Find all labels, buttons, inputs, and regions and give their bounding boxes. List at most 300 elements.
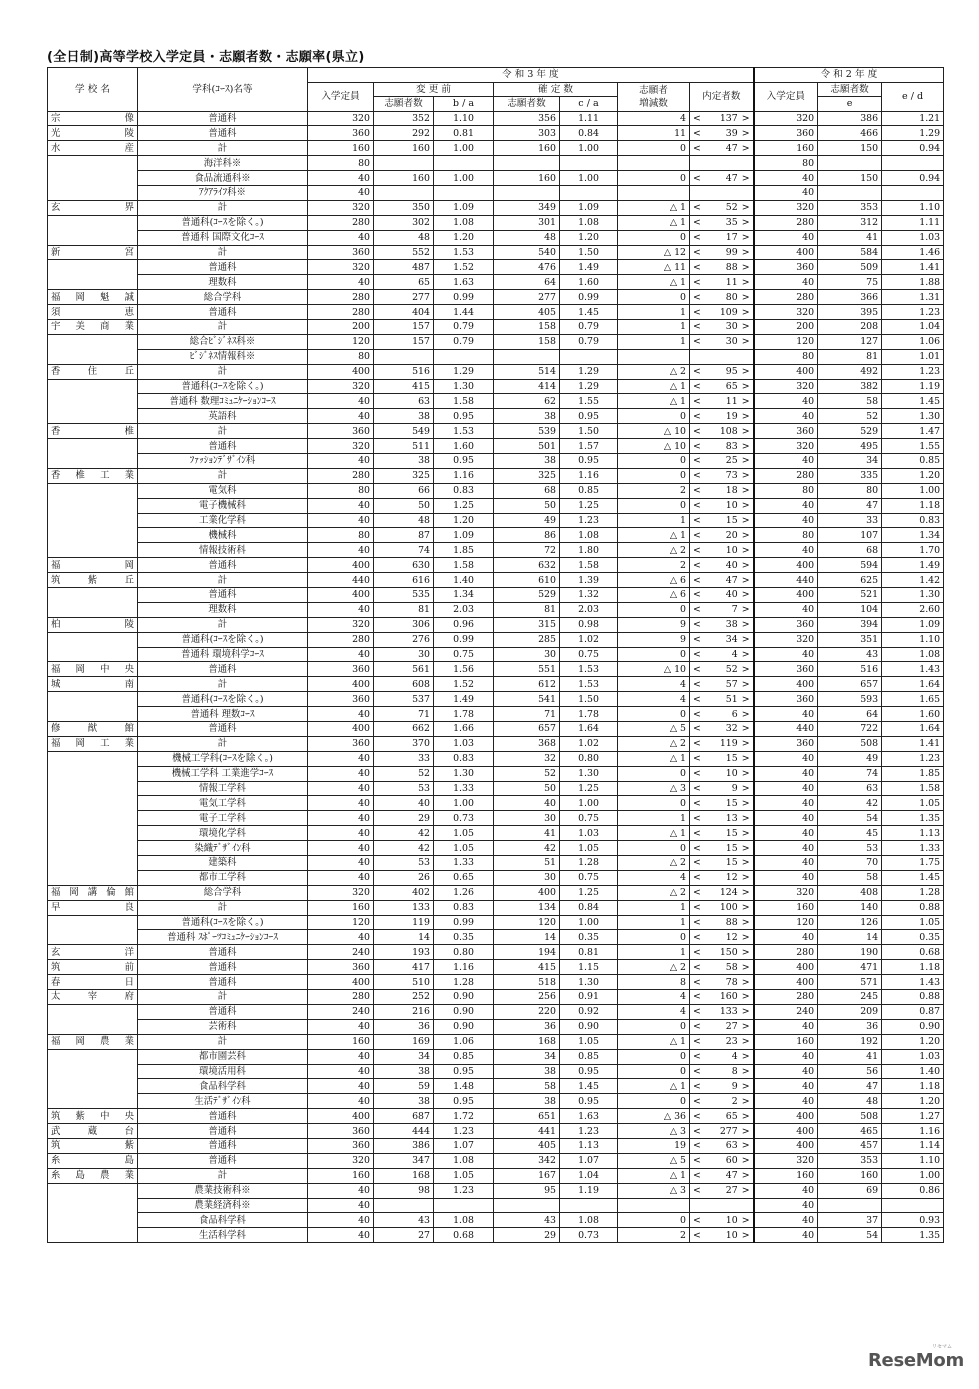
school-name-empty [48,543,138,558]
shigan-r2: 54 [818,811,882,826]
dept-name: 農業技術科※ [138,1183,308,1198]
dept-name: 普通科 環境科学ｺｰｽ [138,647,308,662]
shigan-confirmed: 81 [494,602,560,617]
teiin-r2: 40 [754,707,818,722]
ratio-r2: 1.05 [882,796,944,811]
dept-name: 普通科 [138,305,308,320]
ratio-before: 1.03 [434,736,494,751]
naitei-count [690,945,754,960]
bracket-close: > [741,246,750,258]
school-name-empty [48,171,138,186]
ratio-before [434,156,494,171]
ratio-r2: 2.60 [882,602,944,617]
naitei-value: 10 [725,1229,738,1241]
shigan-change: 1 [618,945,690,960]
table-row [48,483,944,498]
ratio-confirmed: 1.45 [560,1079,618,1094]
teiin: 360 [308,126,374,141]
naitei-value: 40 [725,559,738,571]
shigan-confirmed: 41 [494,826,560,841]
bracket-close: > [741,931,750,943]
ratio-confirmed: 1.49 [560,260,618,275]
ratio-r2: 0.35 [882,930,944,945]
table-row [48,185,944,200]
naitei-count [690,290,754,305]
table-row [48,736,944,751]
shigan-before: 87 [374,528,434,543]
shigan-change: △ 2 [618,856,690,871]
shigan-before: 252 [374,990,434,1005]
school-name: 福岡農業 [48,1034,138,1049]
table-row [48,796,944,811]
shigan-before: 63 [374,394,434,409]
teiin: 40 [308,1228,374,1243]
dept-name: ﾌｧｯｼｮﾝﾃﾞｻﾞｲﾝ科 [138,453,308,468]
school-name-empty [48,588,138,603]
ratio-confirmed: 1.50 [560,692,618,707]
shigan-r2: 56 [818,1064,882,1079]
bracket-open: < [693,514,701,526]
ratio-confirmed: 0.79 [560,319,618,334]
dept-name: 普通科(ｺｰｽを除く。) [138,915,308,930]
shigan-before: 516 [374,364,434,379]
naitei-count [690,900,754,915]
naitei-count [690,662,754,677]
table-row [48,692,944,707]
shigan-change: 0 [618,230,690,245]
naitei-count [690,498,754,513]
ratio-before: 1.08 [434,1213,494,1228]
bracket-close: > [741,172,750,184]
ratio-confirmed: 1.30 [560,766,618,781]
bracket-close: > [741,395,750,407]
naitei-count [690,751,754,766]
bracket-close: > [741,559,750,571]
bracket-close: > [741,634,750,646]
naitei-count [690,722,754,737]
naitei-value: 17 [725,232,738,244]
teiin-r2: 200 [754,319,818,334]
naitei-value: 73 [725,470,738,482]
teiin-r2: 40 [754,1183,818,1198]
naitei-value: 8 [731,1065,738,1077]
naitei-count [690,126,754,141]
shigan-change: △ 2 [618,736,690,751]
naitei-value: 277 [719,1125,738,1137]
ratio-before: 0.79 [434,334,494,349]
table-row [48,245,944,260]
bracket-close: > [741,1140,750,1152]
teiin-r2: 40 [754,453,818,468]
shigan-r2: 34 [818,453,882,468]
shigan-change: 1 [618,915,690,930]
shigan-before: 549 [374,424,434,439]
school-name-empty [48,1019,138,1034]
naitei-value: 99 [725,246,738,258]
bracket-open: < [693,1125,701,1137]
shigan-r2: 140 [818,900,882,915]
bracket-close: > [741,1229,750,1241]
naitei-count [690,334,754,349]
naitei-value: 30 [725,336,738,348]
school-name-empty [48,453,138,468]
ratio-confirmed: 0.95 [560,409,618,424]
table-row [48,766,944,781]
teiin: 80 [308,483,374,498]
ratio-before: 1.29 [434,364,494,379]
shigan-change: 4 [618,1004,690,1019]
shigan-before: 119 [374,915,434,930]
shigan-before: 52 [374,766,434,781]
shigan-before: 40 [374,796,434,811]
dept-name: 普通科(ｺｰｽを除く。) [138,632,308,647]
naitei-value: 65 [725,380,738,392]
shigan-confirmed: 356 [494,111,560,126]
bracket-close: > [741,321,750,333]
bracket-close: > [741,961,750,973]
teiin-r2: 360 [754,424,818,439]
shigan-confirmed: 38 [494,1094,560,1109]
shigan-change: △ 1 [618,1168,690,1183]
shigan-r2: 395 [818,305,882,320]
teiin-r2: 320 [754,1153,818,1168]
shigan-before: 42 [374,826,434,841]
naitei-value: 9 [731,1080,738,1092]
dept-name: 総合ﾋﾞｼﾞﾈｽ科※ [138,334,308,349]
bracket-close: > [741,842,750,854]
teiin: 40 [308,766,374,781]
shigan-confirmed: 120 [494,915,560,930]
shigan-change [618,1198,690,1213]
teiin: 120 [308,915,374,930]
table-row [48,781,944,796]
dept-name: 計 [138,1034,308,1049]
naitei-count [690,394,754,409]
bracket-close: > [741,872,750,884]
naitei-count [690,915,754,930]
ratio-r2: 1.34 [882,528,944,543]
bracket-open: < [693,634,701,646]
ratio-r2: 1.45 [882,870,944,885]
ratio-confirmed: 1.64 [560,722,618,737]
table-row [48,856,944,871]
bracket-close: > [741,514,750,526]
bracket-close: > [741,440,750,452]
teiin: 160 [308,1034,374,1049]
dept-name: 普通科(ｺｰｽを除く。) [138,215,308,230]
naitei-value: 12 [725,931,738,943]
shigan-confirmed: 514 [494,364,560,379]
naitei-count [690,1183,754,1198]
ratio-confirmed: 1.05 [560,1034,618,1049]
school-name: 春日 [48,975,138,990]
ratio-confirmed: 0.81 [560,945,618,960]
bracket-open: < [693,425,701,437]
teiin-r2: 280 [754,290,818,305]
teiin: 320 [308,379,374,394]
ratio-before: 0.99 [434,290,494,305]
shigan-confirmed [494,156,560,171]
shigan-change: 0 [618,841,690,856]
shigan-confirmed [494,349,560,364]
dept-name: 普通科(ｺｰｽを除く。) [138,379,308,394]
bracket-close: > [741,276,750,288]
naitei-count [690,543,754,558]
ratio-before: 0.83 [434,900,494,915]
teiin: 400 [308,975,374,990]
table-row [48,960,944,975]
ratio-r2 [882,156,944,171]
ratio-before: 1.53 [434,424,494,439]
naitei-count [690,766,754,781]
naitei-value: 119 [719,738,738,750]
shigan-r2: 80 [818,483,882,498]
shigan-before [374,156,434,171]
naitei-count [690,215,754,230]
school-name-empty [48,215,138,230]
bracket-close: > [741,1051,750,1063]
school-name: 筑紫中央 [48,1109,138,1124]
resemom-logo: ReseMom [868,1350,964,1371]
bracket-close: > [741,217,750,229]
bracket-open: < [693,1229,701,1241]
teiin-r2: 40 [754,1064,818,1079]
shigan-r2: 104 [818,602,882,617]
bracket-open: < [693,1155,701,1167]
ratio-r2: 1.08 [882,647,944,662]
header-ca: c / a [560,97,618,112]
ratio-confirmed: 1.25 [560,781,618,796]
page-title: (全日制)高等学校入学定員・志願者数・志願率(県立) [47,50,365,65]
shigan-r2: 126 [818,915,882,930]
shigan-before: 552 [374,245,434,260]
ratio-confirmed: 1.08 [560,215,618,230]
teiin-r2: 40 [754,841,818,856]
ratio-r2: 1.45 [882,394,944,409]
shigan-confirmed: 50 [494,498,560,513]
ratio-confirmed: 0.95 [560,453,618,468]
teiin: 400 [308,558,374,573]
header-before: 変 更 前 [374,82,494,97]
ratio-before: 1.00 [434,171,494,186]
shigan-r2: 571 [818,975,882,990]
ratio-confirmed: 1.39 [560,573,618,588]
ratio-confirmed: 0.92 [560,1004,618,1019]
bracket-close: > [741,976,750,988]
school-name-empty [48,1079,138,1094]
bracket-open: < [693,976,701,988]
bracket-open: < [693,768,701,780]
shigan-r2: 150 [818,171,882,186]
shigan-r2: 471 [818,960,882,975]
bracket-close: > [741,485,750,497]
naitei-value: 10 [725,768,738,780]
school-name: 香椎工業 [48,468,138,483]
school-name: 宇美商業 [48,319,138,334]
ratio-r2: 1.31 [882,290,944,305]
teiin-r2: 320 [754,305,818,320]
shigan-before: 350 [374,200,434,215]
teiin-r2: 280 [754,945,818,960]
ratio-confirmed: 1.30 [560,975,618,990]
table-row [48,647,944,662]
bracket-close: > [741,380,750,392]
school-name-empty [48,185,138,200]
bracket-close: > [741,723,750,735]
shigan-confirmed: 168 [494,1034,560,1049]
ratio-before: 1.40 [434,573,494,588]
shigan-confirmed: 501 [494,439,560,454]
shigan-change: △ 3 [618,1183,690,1198]
bracket-close: > [741,887,750,899]
shigan-r2: 150 [818,141,882,156]
naitei-count [690,1109,754,1124]
dept-name: 理数科 [138,275,308,290]
ratio-before: 0.85 [434,1049,494,1064]
shigan-before: 160 [374,141,434,156]
naitei-value: 10 [725,544,738,556]
shigan-confirmed: 49 [494,513,560,528]
ratio-r2: 1.18 [882,1079,944,1094]
naitei-count [690,305,754,320]
shigan-change: △ 3 [618,1124,690,1139]
table-row [48,305,944,320]
naitei-value: 35 [725,217,738,229]
naitei-count [690,468,754,483]
school-name: 香住丘 [48,364,138,379]
school-name-empty [48,707,138,722]
school-name: 玄洋 [48,945,138,960]
naitei-value: 133 [719,1006,738,1018]
naitei-count [690,856,754,871]
teiin-r2: 40 [754,230,818,245]
bracket-close: > [741,768,750,780]
school-name-empty [48,439,138,454]
bracket-open: < [693,783,701,795]
table-row [48,841,944,856]
ratio-r2: 1.01 [882,349,944,364]
shigan-confirmed: 325 [494,468,560,483]
naitei-count [690,439,754,454]
naitei-value: 18 [725,485,738,497]
teiin: 40 [308,1213,374,1228]
teiin: 320 [308,439,374,454]
table-row [48,1004,944,1019]
shigan-before: 26 [374,870,434,885]
table-header [48,68,944,112]
ratio-r2: 0.93 [882,1213,944,1228]
shigan-change: 4 [618,990,690,1005]
teiin-r2: 40 [754,811,818,826]
teiin: 360 [308,960,374,975]
ratio-confirmed: 1.32 [560,588,618,603]
ratio-confirmed: 1.02 [560,632,618,647]
shigan-before: 98 [374,1183,434,1198]
shigan-r2: 208 [818,319,882,334]
naitei-count [690,811,754,826]
bracket-open: < [693,946,701,958]
ratio-before: 1.52 [434,260,494,275]
table-row [48,632,944,647]
naitei-value: 40 [725,589,738,601]
shigan-before: 38 [374,453,434,468]
ratio-confirmed: 0.91 [560,990,618,1005]
table-row [48,870,944,885]
dept-name: 普通科 [138,1109,308,1124]
shigan-r2: 209 [818,1004,882,1019]
ratio-r2: 1.19 [882,379,944,394]
header-shigan-r2: 志願者数 [818,82,882,97]
teiin-r2: 40 [754,1049,818,1064]
teiin: 80 [308,528,374,543]
table-row [48,1168,944,1183]
school-name: 糸島農業 [48,1168,138,1183]
ratio-r2: 1.00 [882,483,944,498]
table-row [48,498,944,513]
table-row [48,439,944,454]
ratio-before: 1.33 [434,856,494,871]
ratio-before: 1.28 [434,975,494,990]
shigan-change: △ 1 [618,1034,690,1049]
bracket-close: > [741,708,750,720]
teiin-r2: 320 [754,439,818,454]
school-name-empty [48,349,138,364]
shigan-confirmed: 342 [494,1153,560,1168]
school-name-empty [48,483,138,498]
shigan-confirmed: 14 [494,930,560,945]
school-name-empty [48,781,138,796]
bracket-open: < [693,172,701,184]
teiin-r2: 320 [754,632,818,647]
ratio-r2: 1.13 [882,826,944,841]
ratio-before: 1.06 [434,1034,494,1049]
table-row [48,885,944,900]
school-name-empty [48,1183,138,1198]
teiin-r2: 360 [754,617,818,632]
bracket-open: < [693,1065,701,1077]
bracket-close: > [741,1065,750,1077]
dept-name: 海洋科※ [138,156,308,171]
dept-name: 普通科 [138,558,308,573]
shigan-confirmed: 368 [494,736,560,751]
naitei-value: 39 [725,127,738,139]
school-name-empty [48,915,138,930]
shigan-r2: 42 [818,796,882,811]
bracket-close: > [741,783,750,795]
ratio-before: 1.09 [434,200,494,215]
bracket-open: < [693,380,701,392]
naitei-value: 95 [725,366,738,378]
shigan-change: △ 1 [618,215,690,230]
shigan-change: △ 2 [618,885,690,900]
naitei-value: 88 [725,917,738,929]
ratio-confirmed: 1.07 [560,1153,618,1168]
teiin: 360 [308,692,374,707]
ratio-before: 0.90 [434,990,494,1005]
bracket-close: > [741,127,750,139]
shigan-change: 2 [618,1228,690,1243]
table-row [48,141,944,156]
bracket-open: < [693,574,701,586]
shigan-before: 53 [374,856,434,871]
shigan-change: 1 [618,513,690,528]
teiin-r2: 40 [754,870,818,885]
dept-name: 英語科 [138,409,308,424]
bracket-close: > [741,946,750,958]
table-row [48,900,944,915]
naitei-value: 15 [725,827,738,839]
teiin-r2: 360 [754,126,818,141]
